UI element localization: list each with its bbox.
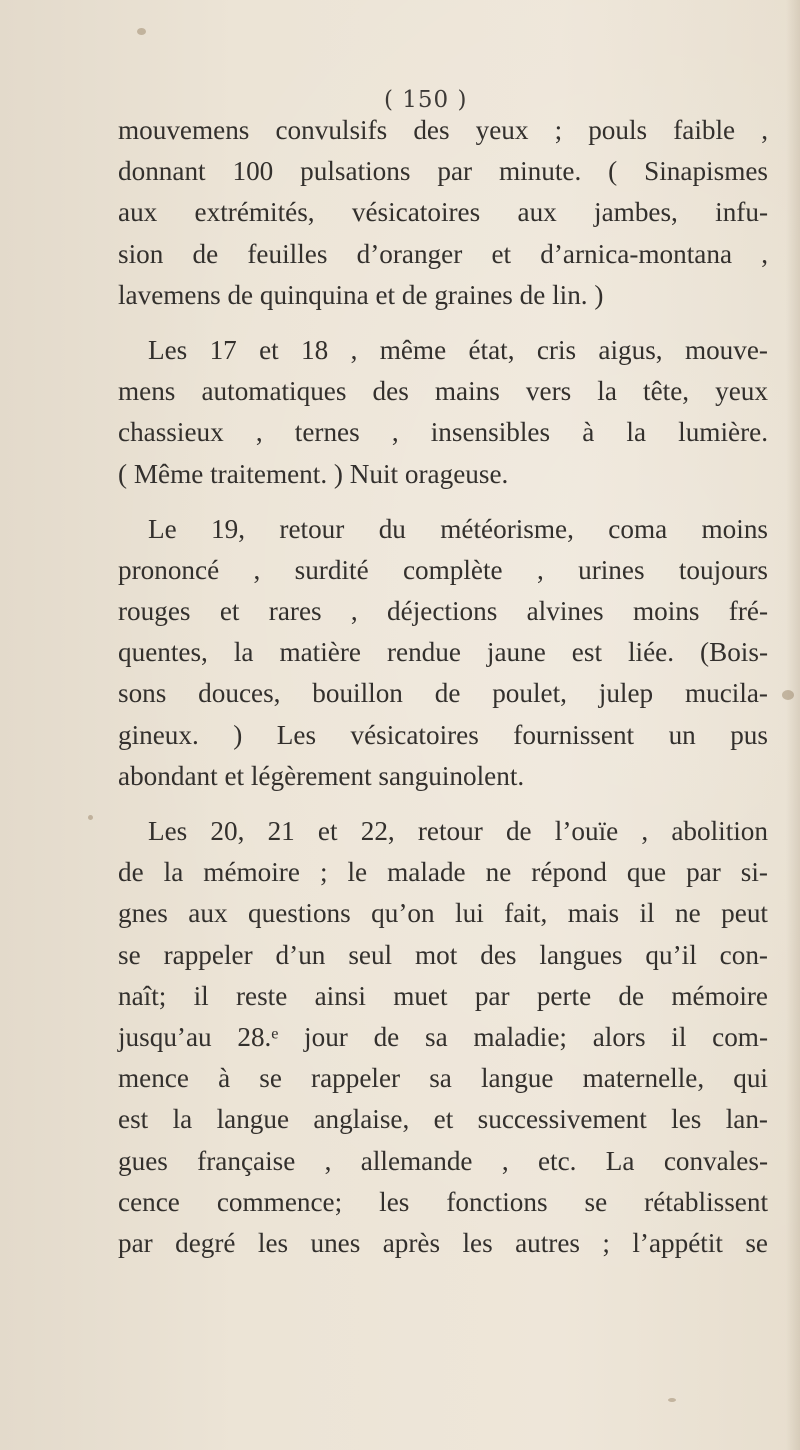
paragraph	[118, 330, 768, 495]
text-line: sion de feuilles d’oranger et d’arnica-montana ,	[118, 238, 768, 269]
text-line: prononcé , surdité complète , urines toujours	[118, 554, 768, 585]
text-line: Les 20, 21 et 22, retour de l’ouïe , abolition	[148, 816, 768, 846]
text-line: se rappeler d’un seul mot des langues qu’il con-	[118, 939, 768, 970]
text-line: mouvemens convulsifs des yeux ; pouls faible ,	[118, 115, 768, 145]
text-line: gues française , allemande , etc. La convales-	[118, 1145, 768, 1176]
text-line: cence commence; les fonctions se rétablissent	[118, 1186, 768, 1217]
paragraph	[118, 509, 768, 797]
text-line: naît; il reste ainsi muet par perte de mémoire	[118, 980, 768, 1011]
text-line: de la mémoire ; le malade ne répond que par si-	[118, 857, 768, 888]
body-text	[118, 110, 768, 1264]
text-line: chassieux , ternes , insensibles à la lumière.	[118, 417, 768, 448]
paper-stain	[782, 690, 794, 700]
text-line: Les 17 et 18 , même état, cris aigus, mouve-	[148, 334, 768, 365]
text-line: lavemens de quinquina et de graines de lin. )	[118, 279, 604, 310]
paper-stain	[88, 815, 93, 820]
paragraph	[118, 811, 768, 1264]
text-line: rouges et rares , déjections alvines moins fré-	[118, 596, 768, 627]
page-edge-shadow	[786, 0, 800, 1450]
text-line: abondant et légèrement sanguinolent.	[118, 760, 525, 791]
paragraph	[118, 110, 768, 316]
paper-stain	[137, 28, 146, 35]
text-line: est la langue anglaise, et successivement les lan-	[118, 1104, 768, 1135]
text-line: jusqu’au 28.ᵉ jour de sa maladie; alors il com-	[118, 1021, 768, 1052]
text-line: donnant 100 pulsations par minute. ( Sinapismes	[118, 156, 768, 187]
text-line: ( Même traitement. ) Nuit orageuse.	[118, 458, 509, 489]
text-line: mence à se rappeler sa langue maternelle, qui	[118, 1063, 768, 1094]
text-line: quentes, la matière rendue jaune est liée. (Bois-	[118, 637, 768, 668]
text-line: par degré les unes après les autres ; l’appétit se	[118, 1227, 768, 1258]
text-line: gineux. ) Les vésicatoires fournissent un pus	[118, 719, 768, 750]
paper-stain	[668, 1398, 676, 1402]
text-line: sons douces, bouillon de poulet, julep mucila-	[118, 678, 768, 709]
text-line: mens automatiques des mains vers la tête, yeux	[118, 376, 768, 407]
text-line: aux extrémités, vésicatoires aux jambes, infu-	[118, 197, 768, 228]
text-line: Le 19, retour du météorisme, coma moins	[148, 513, 768, 544]
text-line: gnes aux questions qu’on lui fait, mais il ne peut	[118, 898, 768, 929]
page-number: ( 150 )	[384, 87, 468, 113]
